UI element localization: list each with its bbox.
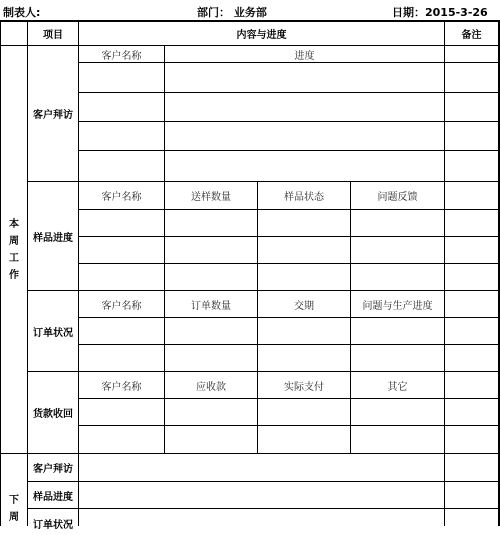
column-border bbox=[444, 20, 445, 526]
payment-collection-label: 货款收回 bbox=[33, 409, 73, 420]
grid-line bbox=[78, 317, 500, 318]
grid-line bbox=[78, 398, 500, 399]
column-border bbox=[350, 181, 351, 453]
next-week-label bbox=[1, 492, 27, 526]
this-week-label bbox=[1, 46, 27, 453]
column-border bbox=[78, 20, 79, 526]
grid-line bbox=[27, 481, 500, 482]
column-header-content: 内容与进度 bbox=[236, 30, 287, 41]
next-week-customer-visit: 客户拜访 bbox=[33, 464, 73, 475]
sub-header-progress: 进度 bbox=[294, 50, 315, 62]
next-week-char: 下 bbox=[9, 495, 19, 506]
this-week-char: 周 bbox=[9, 235, 19, 247]
next-week-sample-progress: 样品进度 bbox=[33, 491, 73, 503]
sub-header-order-quantity: 订单数量 bbox=[191, 300, 231, 312]
sub-header-customer-name: 客户名称 bbox=[101, 300, 142, 312]
sub-header-actual-payment: 实际支付 bbox=[284, 381, 324, 393]
this-week-char: 本 bbox=[9, 218, 19, 230]
date-label: 日期：2015-3-26 bbox=[392, 6, 488, 19]
sub-header-sample-status: 样品状态 bbox=[284, 192, 324, 203]
this-week-char: 作 bbox=[9, 269, 19, 281]
column-border bbox=[164, 181, 165, 453]
grid-line bbox=[78, 344, 500, 345]
grid-line bbox=[78, 236, 500, 237]
next-week-order-status: 订单状况 bbox=[33, 520, 73, 531]
sub-header-production-issues: 问题与生产进度 bbox=[362, 300, 433, 312]
customer-visit-label: 客户拜访 bbox=[33, 110, 73, 121]
sub-header-customer-name: 客户名称 bbox=[101, 381, 142, 393]
grid-line bbox=[78, 62, 500, 63]
sub-header-customer-name: 客户名称 bbox=[101, 192, 142, 203]
next-week-char: 周 bbox=[9, 512, 19, 523]
grid-line bbox=[78, 92, 500, 93]
grid-line bbox=[78, 209, 500, 210]
column-header-item: 项目 bbox=[43, 30, 63, 41]
column-border bbox=[257, 181, 258, 453]
sub-header-sample-quantity: 送样数量 bbox=[191, 192, 231, 203]
grid-line bbox=[78, 263, 500, 264]
department-label: 部门： 业务部 bbox=[197, 6, 267, 19]
column-header-remarks: 备注 bbox=[461, 30, 482, 41]
sub-header-delivery-date: 交期 bbox=[294, 300, 314, 312]
sub-header-other: 其它 bbox=[387, 381, 408, 393]
grid-line bbox=[27, 508, 500, 509]
grid-line bbox=[78, 150, 500, 151]
sub-header-issue-feedback: 问题反馈 bbox=[377, 192, 418, 203]
grid-line bbox=[78, 425, 500, 426]
order-status-label: 订单状况 bbox=[33, 327, 73, 339]
sub-header-customer-name: 客户名称 bbox=[101, 50, 142, 62]
sub-header-receivable: 应收款 bbox=[196, 381, 226, 393]
column-border bbox=[164, 45, 165, 181]
sample-progress-label: 样品进度 bbox=[33, 232, 73, 244]
maker-label: 制表人: bbox=[3, 6, 41, 19]
this-week-char: 工 bbox=[9, 252, 19, 264]
grid-line bbox=[78, 121, 500, 122]
